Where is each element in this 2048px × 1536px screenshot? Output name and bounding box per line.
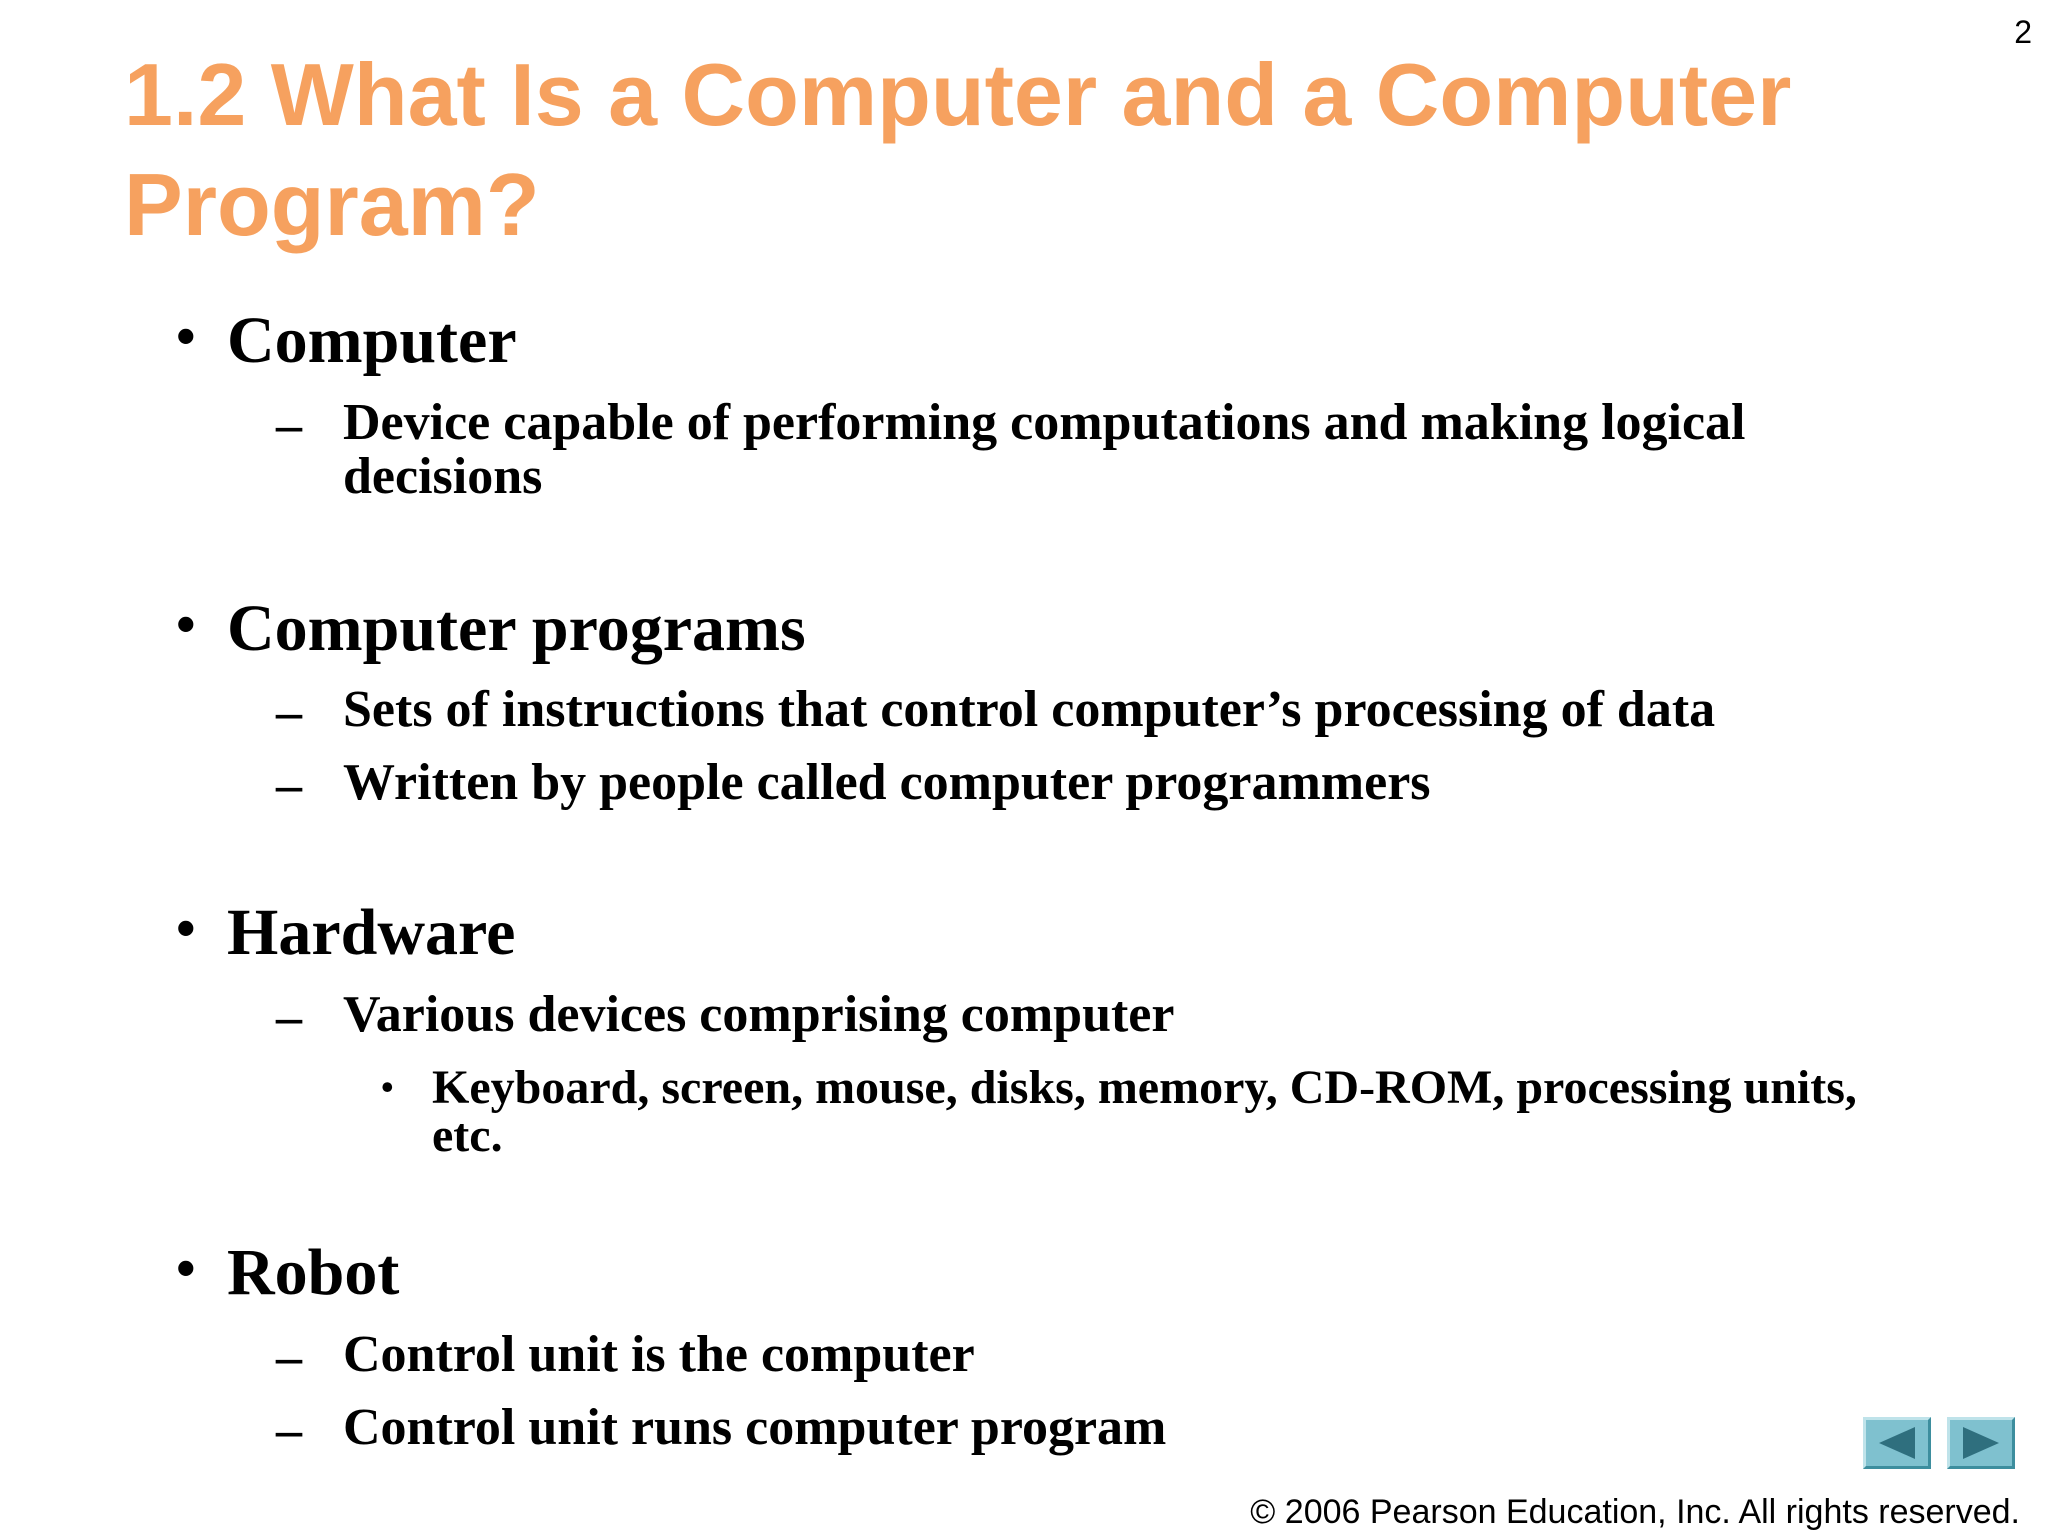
next-slide-button[interactable]	[1947, 1417, 2015, 1469]
dash-marker: –	[276, 684, 302, 741]
copyright-footer: © 2006 Pearson Education, Inc. All rights reserved.	[1250, 1493, 2020, 1531]
bullet-label: Computer programs	[227, 592, 806, 665]
bullet-marker: •	[176, 1238, 196, 1300]
slide-title: 1.2 What Is a Computer and a Computer Program?	[124, 45, 1792, 254]
right-triangle-icon	[1950, 1420, 2012, 1466]
previous-slide-button[interactable]	[1863, 1417, 1931, 1469]
sub-sub-bullet-text: Keyboard, screen, mouse, disks, memory, CD-ROM, processing units, etc.	[432, 1061, 1857, 1162]
sub-bullet-text: Control unit is the computer	[343, 1326, 975, 1383]
left-triangle-icon	[1866, 1420, 1928, 1466]
sub-bullet-text: Control unit runs computer program	[343, 1399, 1167, 1456]
sub-bullet-text: Sets of instructions that control computer’s processing of data	[343, 681, 1716, 738]
dash-marker: –	[276, 397, 302, 454]
bullet-marker: •	[176, 898, 196, 960]
sub-bullet-text: Various devices comprising computer	[343, 986, 1175, 1043]
bullet-marker: •	[381, 1067, 394, 1107]
bullet-label: Hardware	[227, 896, 516, 969]
dash-marker: –	[276, 1402, 302, 1459]
sub-bullet-text: Device capable of performing computations and making logical decisions	[343, 394, 1746, 505]
bullet-label: Robot	[227, 1236, 400, 1309]
dash-marker: –	[276, 1329, 302, 1386]
bullet-label: Computer	[227, 304, 517, 377]
sub-bullet-text: Written by people called computer programmers	[343, 754, 1431, 811]
bullet-marker: •	[176, 594, 196, 656]
bullet-marker: •	[176, 306, 196, 368]
dash-marker: –	[276, 757, 302, 814]
page-number: 2	[2014, 14, 2032, 50]
dash-marker: –	[276, 989, 302, 1046]
